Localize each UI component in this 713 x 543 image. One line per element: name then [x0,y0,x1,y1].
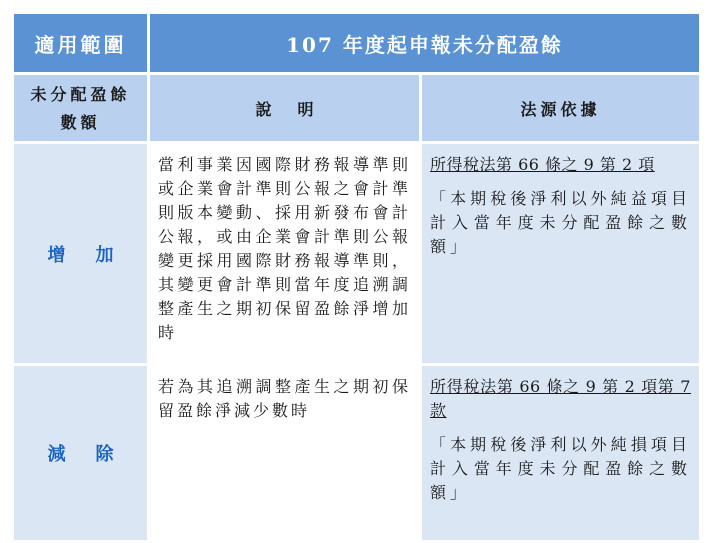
law-quote-decrease: 「本期稅後淨利以外純損項目計入當年度未分配盈餘之數額」 [430,435,691,502]
amount-column-header [13,74,149,143]
table-row-increase [13,143,701,365]
row-label-increase-text: 增加 [47,244,144,266]
row-description-decrease: 若為其追溯調整產生之期初保留盈餘淨減少數時 [149,365,421,542]
surplus-table [11,11,702,543]
description-header-text: 說明 [255,99,340,119]
law-citation-decrease: 所得稅法第 66 條之 9 第 2 項第 7 款 [430,377,691,420]
scope-label: 適用範圍 [13,13,149,74]
table-title: 107 年度起申報未分配盈餘 [149,13,701,74]
header-row [13,13,701,74]
amount-header-line2: 數額 [60,113,101,132]
description-column-header [149,74,421,143]
amount-header-line1: 未分配盈餘 [30,85,131,104]
law-citation-increase: 所得稅法第 66 條之 9 第 2 項 [430,155,655,174]
row-legal-basis-increase [421,143,701,365]
row-label-decrease [13,365,149,542]
row-label-decrease-text: 減除 [47,444,144,465]
legal-basis-column-header: 法源依據 [421,74,701,143]
row-label-increase [13,143,149,365]
table-row-decrease [13,365,701,542]
subheader-row [13,74,701,143]
row-legal-basis-decrease [421,365,701,542]
row-description-increase: 當利事業因國際財務報導準則或企業會計準則公報之會計準則版本變動、採用新發布會計公報，或由企業會計準則公報變更採用國際財務報導準則，其變更會計準則當年度追溯調整產生之期初保留盈餘淨增加時 [149,143,421,365]
law-quote-increase: 「本期稅後淨利以外純益項目計入當年度未分配盈餘之數額」 [430,189,691,256]
